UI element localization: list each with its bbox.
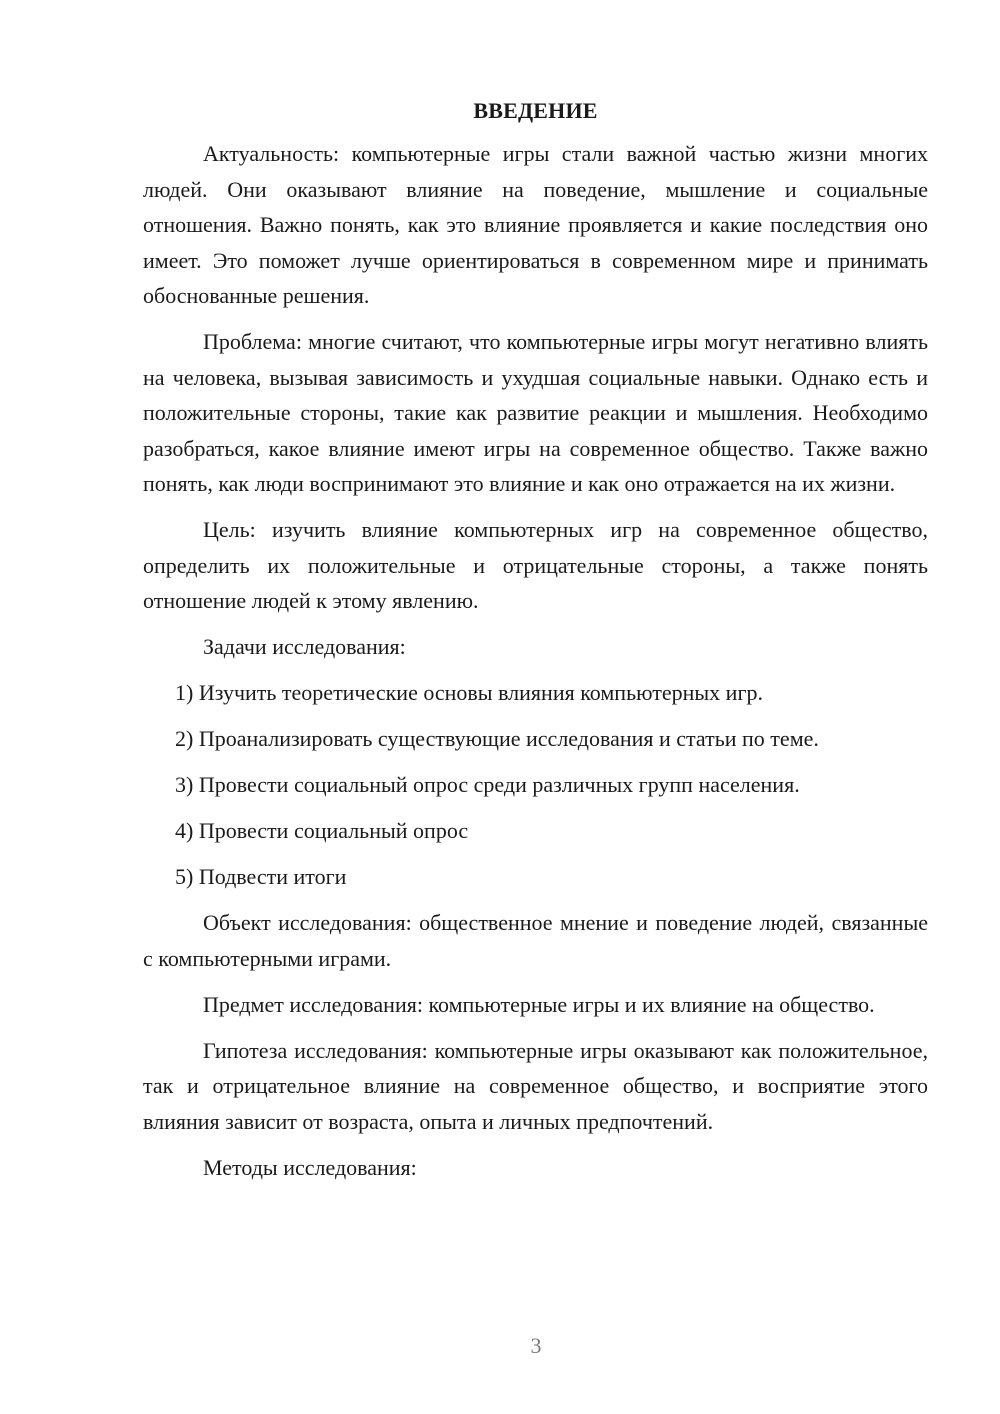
list-item: 5) Подвести итоги: [175, 864, 347, 889]
hypothesis-paragraph: Гипотеза исследования: компьютерные игры оказывают как положительное, так и отрицательное влияние на современное общество, и восприятие этого влияния зависит от возраста, опыта и личных предпочтений.: [143, 1037, 928, 1134]
list-item: 4) Провести социальный опрос: [175, 818, 469, 843]
list-item: 3) Провести социальный опрос среди различных групп населения.: [175, 772, 800, 797]
page-content: [143, 96, 928, 1196]
problem-paragraph: Проблема: многие считают, что компьютерные игры могут негативно влиять на человека, вызывая зависимость и ухудшая социальные навыки. Однако есть и положительные стороны, такие как развитие реакции и мышления. Необходимо разобраться, какое влияние имеют игры на современное общество. Также важно понять, как люди воспринимают это влияние и как оно отражается на их жизни.: [143, 329, 928, 496]
tasks-list: [143, 675, 928, 895]
goal-paragraph: Цель: изучить влияние компьютерных игр на современное общество, определить их положительные и отрицательные стороны, а также понять отношение людей к этому явлению.: [143, 517, 928, 613]
list-item: 1) Изучить теоретические основы влияния компьютерных игр.: [175, 680, 763, 705]
relevance-paragraph: Актуальность: компьютерные игры стали важной частью жизни многих людей. Они оказывают влияние на поведение, мышление и социальные отношения. Важно понять, как это влияние проявляется и какие последствия оно имеет. Это поможет лучше ориентироваться в современном мире и принимать обоснованные решения.: [143, 141, 928, 308]
page-number: 3: [530, 1333, 542, 1358]
page-title: ВВЕДЕНИЕ: [473, 98, 598, 123]
subject-paragraph: Предмет исследования: компьютерные игры и их влияние на общество.: [203, 991, 875, 1017]
object-paragraph: Объект исследования: общественное мнение и поведение людей, связанные с компьютерными играми.: [143, 910, 928, 971]
list-item: 2) Проанализировать существующие исследования и статьи по теме.: [175, 726, 819, 751]
methods-heading: Методы исследования:: [203, 1154, 417, 1180]
tasks-heading: Задачи исследования:: [203, 634, 406, 659]
